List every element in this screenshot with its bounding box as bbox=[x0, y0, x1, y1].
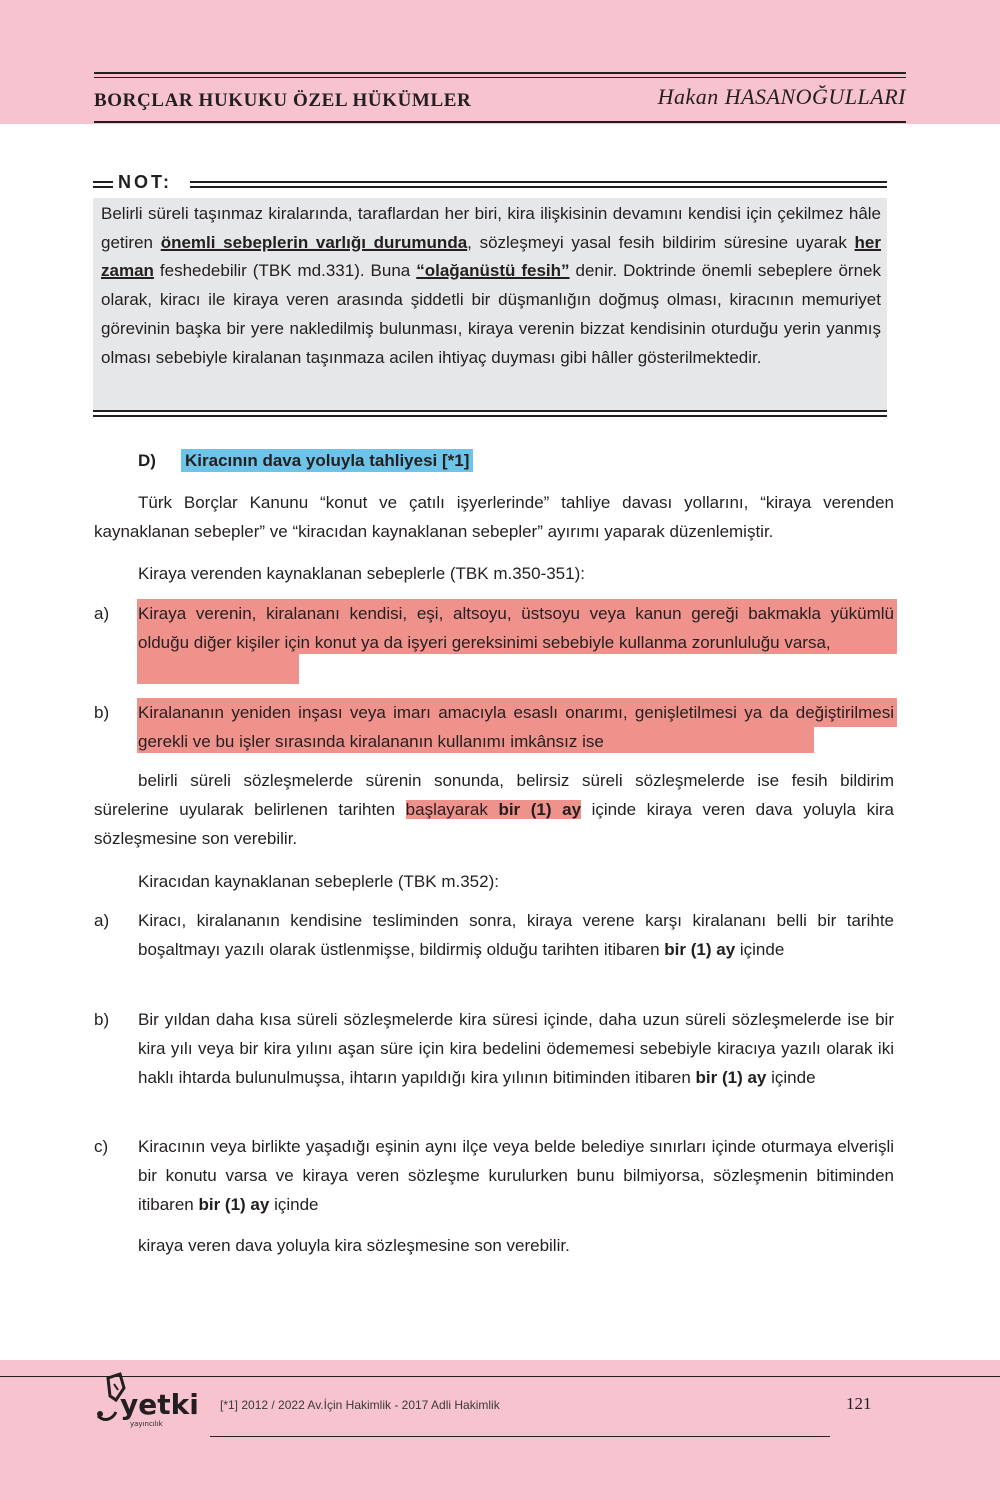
note-text: Belirli süreli taşınmaz kiralarında, taraflardan her biri, kira ilişkisinin devamını kendisi için çekilmez hâle getiren önemli sebeplerin varlığı durumunda, sözleşmeyi yasal fesih bildirim süresine uyarak her zaman feshedebilir (TBK md.331). Buna “olağanüstü fesih” denir. Doktrinde önemli sebeplere örnek olarak, kiracı ile kiraya veren arasında şiddetli bir düşmanlığın doğmuş olması, kiracının memuriyet görevinin başka bir yere nakledilmiş bulunması, kiraya verenin bizzat kendisinin oturduğu yerin yanmış olması sebebiyle kiralanan taşınmaza acilen ihtiyaç duyması gibi hâller gösterilmektedir. bbox=[101, 204, 881, 367]
lessor-a-text: Kiraya verenin, kiralananı kendisi, eşi, altsoyu, üstsoyu veya kanun gereği bakmakla yükümlü olduğu diğer kişiler için konut ya da işyeri gereksinimi sebebiyle kullanma zorunluluğu varsa, bbox=[138, 604, 894, 652]
logo-subtext: yayıncılık bbox=[130, 1420, 163, 1428]
tenant-title: Kiracıdan kaynaklanan sebeplerle (TBK m.352): bbox=[138, 872, 499, 891]
header-rule-top bbox=[94, 72, 906, 74]
pen-nib-icon bbox=[90, 1370, 210, 1440]
note-rule-left-1 bbox=[93, 181, 113, 183]
header-rule-bottom bbox=[94, 121, 906, 123]
footer-rule-bottom bbox=[210, 1436, 830, 1437]
section-heading: Kiracının dava yoluyla tahliyesi [*1] bbox=[181, 446, 473, 475]
tenant-c-text: Kiracının veya birlikte yaşadığı eşinin aynı ilçe veya belde belediye sınırları içinde oturmaya elverişli bir konutu varsa ve kiraya veren sözleşme kurulurken bunu bilmiyorsa, sözleşmenin bitiminden itibaren bir (1) ay içinde bbox=[138, 1137, 894, 1214]
note-rule-bottom-1 bbox=[93, 410, 887, 412]
note-underline-important-reasons: önemli sebeplerin varlığı durumunda bbox=[160, 232, 468, 252]
tenant-b-text: Bir yıldan daha kısa süreli sözleşmelerde kira süresi içinde, daha uzun süreli sözleşmelerde ise bir kira yılı veya bir kira yılını aşan süre için kira bedelini ödememesi sebebiyle kiracıya yazılı olarak iki haklı ihtarda bulunulmuşsa, ihtarın yapıldığı kira yılının bitiminden itibaren bir (1) ay içinde bbox=[138, 1010, 894, 1087]
tenant-b-marker: b) bbox=[94, 1010, 110, 1029]
lessor-b-text: Kiralananın yeniden inşası veya imarı amacıyla esaslı onarımı, genişletilmesi ya da değiştirilmesi gerekli ve bu işler sırasında kiralananın kullanımı imkânsız ise bbox=[138, 703, 894, 751]
footer-rule-right bbox=[893, 1376, 1000, 1377]
note-rule-bottom-2 bbox=[93, 415, 887, 417]
lessor-title: Kiraya verenden kaynaklanan sebeplerle (TBK m.350-351): bbox=[138, 564, 585, 583]
tenant-c-marker: c) bbox=[94, 1137, 109, 1156]
intro-paragraph: Türk Borçlar Kanunu “konut ve çatılı işyerlerinde” tahliye davası yollarını, “kiraya verenden kaynaklanan sebepler” ve “kiracıdan kaynaklanan sebepler” ayırımı yaparak düzenlemiştir. bbox=[94, 493, 894, 541]
running-header-author: Hakan HASANOĞULLARI bbox=[657, 84, 906, 109]
tenant-a-text: Kiracı, kiralananın kendisine tesliminden sonra, kiraya verene karşı kiralananı belli bir tarihte boşaltmayı yazılı olarak üstlenmişse, bildirmiş olduğu tarihten itibaren bir (1) ay içinde bbox=[138, 911, 894, 959]
note-rule-right-1 bbox=[190, 181, 887, 183]
note-rule-right-2 bbox=[190, 186, 887, 188]
footer-reference: [*1] 2012 / 2022 Av.İçin Hakimlik - 2017 Adli Hakimlik bbox=[220, 1398, 500, 1412]
lessor-tail-paragraph: belirli süreli sözleşmelerde sürenin sonunda, belirsiz süreli sözleşmelerde ise fesih bildirim sürelerine uyularak belirlenen tarihten başlayarak bir (1) ay içinde kiraya veren dava yoluyla kira sözleşmesine son verebilir. bbox=[94, 771, 894, 848]
logo-text: yetki bbox=[120, 1388, 199, 1421]
note-underline-extraordinary: “olağanüstü fesih” bbox=[416, 261, 570, 281]
tenant-closing: kiraya veren dava yoluyla kira sözleşmesine son verebilir. bbox=[138, 1236, 570, 1255]
lessor-b-marker: b) bbox=[94, 703, 110, 722]
note-rule-left-2 bbox=[93, 186, 113, 188]
header-rule-top-thin bbox=[94, 77, 906, 78]
tenant-a-marker: a) bbox=[94, 911, 110, 930]
note-label: NOT: bbox=[118, 172, 172, 192]
section-letter: D) bbox=[138, 451, 156, 470]
page-number: 121 bbox=[846, 1394, 872, 1413]
lessor-a-marker: a) bbox=[94, 604, 110, 623]
running-header-title: BORÇLAR HUKUKU ÖZEL HÜKÜMLER bbox=[94, 90, 472, 111]
note-underline-anytime: her zaman bbox=[101, 232, 881, 281]
publisher-logo bbox=[90, 1370, 210, 1440]
lessor-a-highlight-3 bbox=[137, 654, 299, 684]
